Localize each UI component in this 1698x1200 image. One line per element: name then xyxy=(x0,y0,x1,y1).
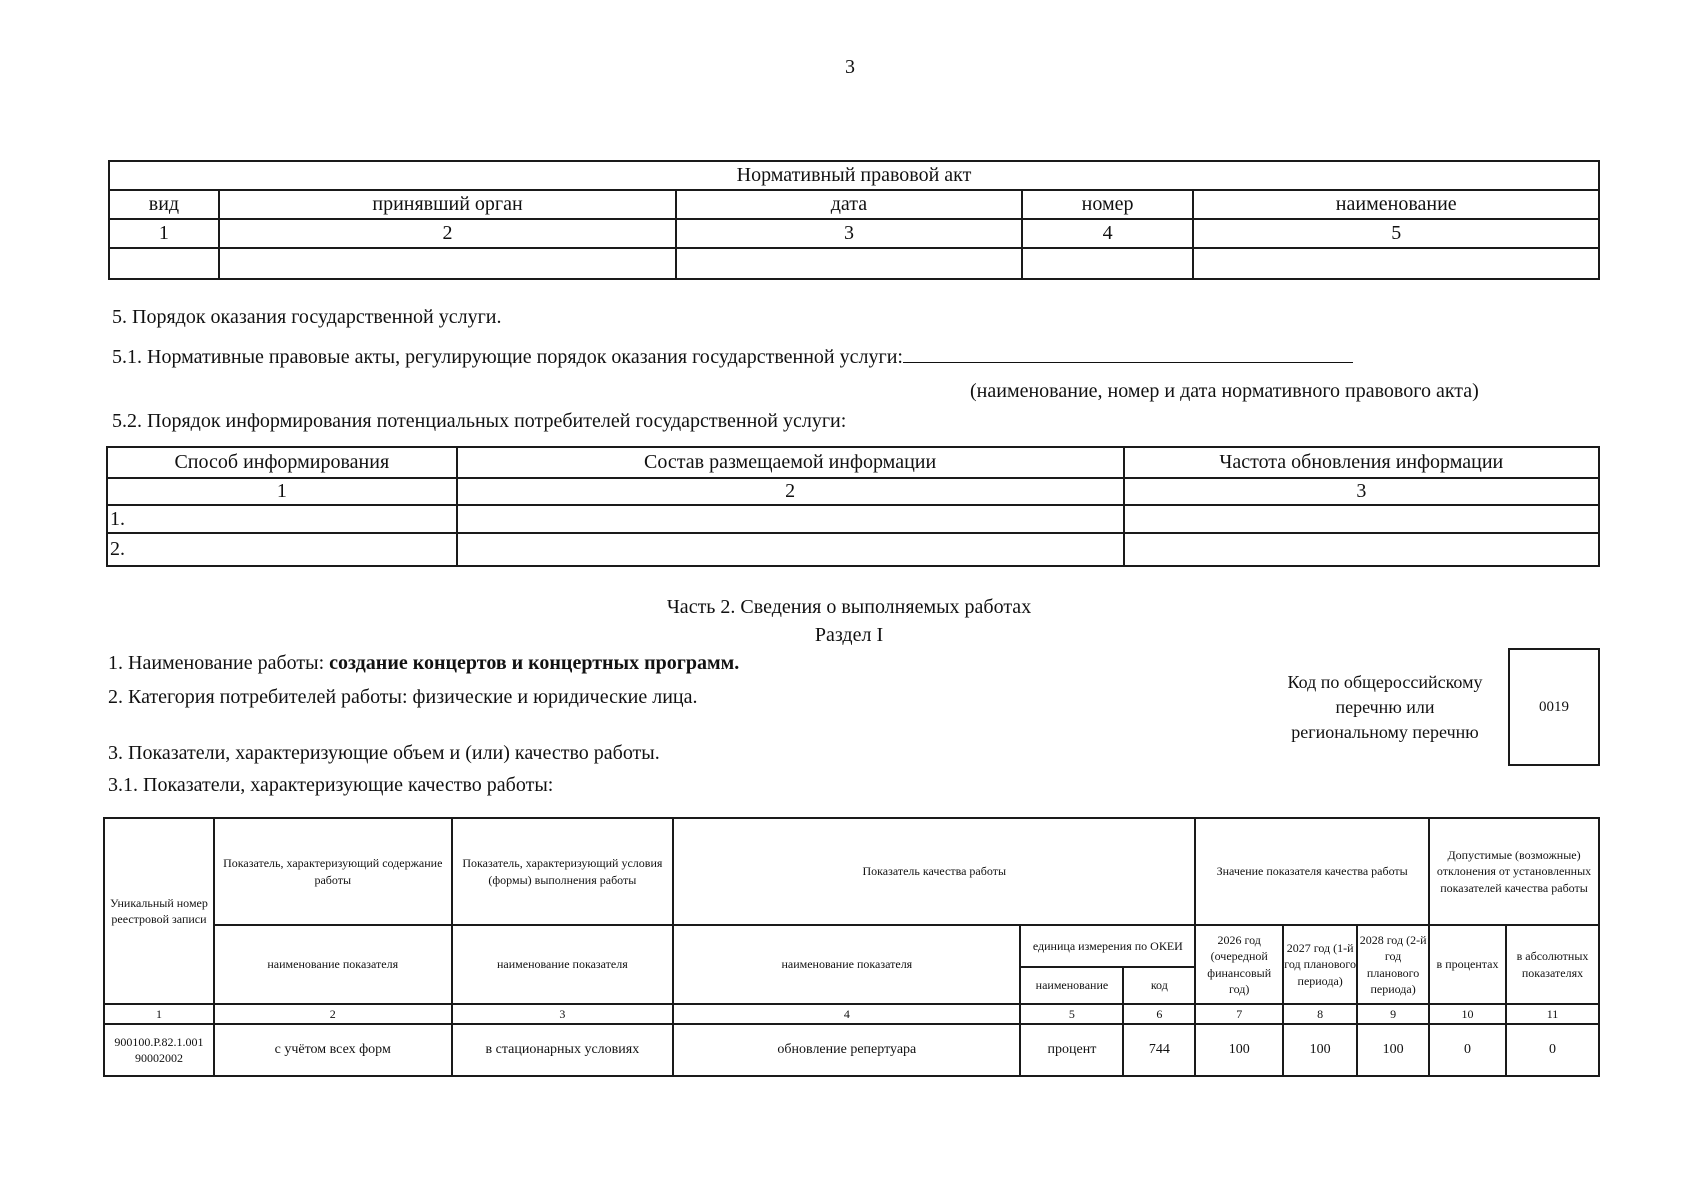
npa-empty-cell xyxy=(1022,248,1194,279)
unit-name-value: процент xyxy=(1020,1024,1123,1076)
header-year-2027: 2027 год (1-й год планового периода) xyxy=(1283,925,1357,1004)
header-unit-code: код xyxy=(1123,967,1195,1004)
npa-col-number: 2 xyxy=(219,219,676,248)
header-indicator-name: наименование показателя xyxy=(214,925,452,1004)
value-2027: 100 xyxy=(1283,1024,1357,1076)
content-value: с учётом всех форм xyxy=(214,1024,452,1076)
unique-number-cell xyxy=(104,1024,214,1076)
header-in-absolute: в абсолютных показателях xyxy=(1506,925,1599,1004)
inform-empty-cell xyxy=(1124,533,1599,566)
quality-col-number: 7 xyxy=(1195,1004,1283,1024)
part2-item3-1: 3.1. Показатели, характеризующие качество работы: xyxy=(108,774,554,796)
quality-col-number: 11 xyxy=(1506,1004,1599,1024)
part2-section: Раздел I xyxy=(814,624,884,646)
inform-col-number: 3 xyxy=(1124,478,1599,505)
inform-col-number: 2 xyxy=(457,478,1124,505)
code-label-line: Код по общероссийскому xyxy=(1287,672,1483,692)
part2-item2: 2. Категория потребителей работы: физические и юридические лица. xyxy=(108,686,698,708)
npa-table-title: Нормативный правовой акт xyxy=(109,161,1599,190)
quality-col-number: 5 xyxy=(1020,1004,1123,1024)
conditions-value: в стационарных условиях xyxy=(452,1024,674,1076)
code-box xyxy=(1508,648,1600,766)
header-unique-number: Уникальный номер реестровой записи xyxy=(104,818,214,1004)
value-2028: 100 xyxy=(1357,1024,1429,1076)
blank-underline xyxy=(903,342,1353,363)
quality-col-number: 9 xyxy=(1357,1004,1429,1024)
section5-1-label: 5.1. Нормативные правовые акты, регулирующие порядок оказания государственной услуги: xyxy=(112,346,903,368)
value-2026: 100 xyxy=(1195,1024,1283,1076)
inform-empty-cell xyxy=(1124,505,1599,533)
indicator-value: обновление репертуара xyxy=(673,1024,1020,1076)
header-unit-name: наименование xyxy=(1020,967,1123,1004)
inform-row-label: 2. xyxy=(107,533,457,566)
unique-number-part: 90002002 xyxy=(134,1051,183,1065)
npa-header-date: дата xyxy=(676,190,1021,219)
code-label xyxy=(1270,670,1500,745)
header-indicator-name: наименование показателя xyxy=(452,925,674,1004)
npa-header-type: вид xyxy=(109,190,219,219)
deviation-absolute-value: 0 xyxy=(1506,1024,1599,1076)
quality-col-number: 3 xyxy=(452,1004,674,1024)
npa-table xyxy=(108,160,1600,280)
inform-header-content: Состав размещаемой информации xyxy=(457,447,1124,478)
unit-code-value: 744 xyxy=(1123,1024,1195,1076)
unique-number-part: 900100.Р.82.1.001 xyxy=(114,1034,204,1049)
quality-col-number: 10 xyxy=(1429,1004,1506,1024)
npa-empty-cell xyxy=(1193,248,1599,279)
work-name-value: создание концертов и концертных программ. xyxy=(329,652,740,674)
part2-item1 xyxy=(108,652,739,675)
npa-header-body: принявший орган xyxy=(219,190,676,219)
quality-col-number: 1 xyxy=(104,1004,214,1024)
section5-2-text: 5.2. Порядок информирования потенциальных потребителей государственной услуги: xyxy=(112,410,847,432)
inform-empty-cell xyxy=(457,533,1124,566)
npa-col-number: 1 xyxy=(109,219,219,248)
inform-table xyxy=(106,446,1600,567)
section5-heading: 5. Порядок оказания государственной услуги. xyxy=(112,306,502,328)
inform-empty-cell xyxy=(457,505,1124,533)
inform-row-label: 1. xyxy=(107,505,457,533)
code-label-line: перечню или xyxy=(1335,697,1435,717)
deviation-percent-value: 0 xyxy=(1429,1024,1506,1076)
code-label-line: региональному перечню xyxy=(1291,722,1479,742)
section5-1-text xyxy=(112,342,1353,369)
header-indicator-name: наименование показателя xyxy=(673,925,1020,1004)
quality-table xyxy=(103,817,1600,1077)
header-year-2026: 2026 год (очередной финансовый год) xyxy=(1195,925,1283,1004)
code-value: 0019 xyxy=(1539,698,1569,715)
quality-col-number: 8 xyxy=(1283,1004,1357,1024)
header-quality-indicator: Показатель качества работы xyxy=(673,818,1195,925)
header-deviation: Допустимые (возможные) отклонения от установленных показателей качества работы xyxy=(1429,818,1599,925)
quality-col-number: 4 xyxy=(673,1004,1020,1024)
section5-1-caption: (наименование, номер и дата нормативного правового акта) xyxy=(970,380,1479,402)
inform-header-frequency: Частота обновления информации xyxy=(1124,447,1599,478)
header-unit-okei: единица измерения по ОКЕИ xyxy=(1020,925,1195,967)
part2-item3: 3. Показатели, характеризующие объем и (или) качество работы. xyxy=(108,742,660,764)
part2-title: Часть 2. Сведения о выполняемых работах xyxy=(666,596,1032,618)
table-row xyxy=(104,1024,1599,1076)
header-in-percent: в процентах xyxy=(1429,925,1506,1004)
quality-col-number: 6 xyxy=(1123,1004,1195,1024)
npa-col-number: 4 xyxy=(1022,219,1194,248)
header-year-2028: 2028 год (2-й год планового периода) xyxy=(1357,925,1429,1004)
npa-header-name: наименование xyxy=(1193,190,1599,219)
npa-col-number: 5 xyxy=(1193,219,1599,248)
npa-empty-cell xyxy=(109,248,219,279)
npa-col-number: 3 xyxy=(676,219,1021,248)
quality-col-number: 2 xyxy=(214,1004,452,1024)
inform-header-method: Способ информирования xyxy=(107,447,457,478)
header-conditions-indicator: Показатель, характеризующий условия (формы) выполнения работы xyxy=(452,818,674,925)
header-quality-value: Значение показателя качества работы xyxy=(1195,818,1429,925)
header-content-indicator: Показатель, характеризующий содержание работы xyxy=(214,818,452,925)
npa-empty-cell xyxy=(676,248,1021,279)
page-number: 3 xyxy=(845,56,855,78)
npa-empty-cell xyxy=(219,248,676,279)
npa-header-number: номер xyxy=(1022,190,1194,219)
inform-col-number: 1 xyxy=(107,478,457,505)
work-name-label: 1. Наименование работы: xyxy=(108,652,330,674)
